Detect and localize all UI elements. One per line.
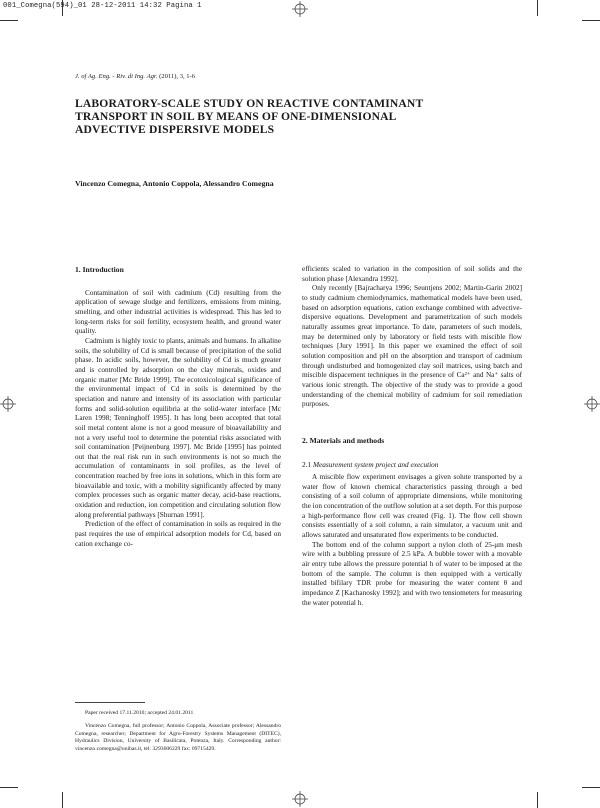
crop-mark bbox=[537, 0, 538, 16]
registration-mark-icon bbox=[584, 396, 600, 412]
crop-mark bbox=[0, 20, 18, 21]
footnote bbox=[75, 710, 281, 753]
footnote-received: Paper received 17.11.2010; accepted 24.01.2011 bbox=[85, 710, 194, 716]
registration-mark-icon bbox=[0, 396, 16, 412]
crop-mark bbox=[537, 792, 538, 808]
journal-name: J. of Ag. Eng. - Riv. di Ing. Agr. bbox=[75, 73, 158, 80]
subsection-title: Measurement system project and execution bbox=[312, 459, 439, 469]
registration-mark-icon bbox=[292, 1, 308, 17]
subsection-number: 2.1 bbox=[302, 459, 312, 469]
section-heading-introduction: 1. Introduction bbox=[75, 265, 124, 274]
paragraph: Cadmium is highly toxic to plants, animals and humans. In alkaline soils, the solubility of Cd is small because of precipitation of the solid phase. In acidic soils, however, the solubility of Cd is much greater and is controlled by adsorption on the clay minerals, oxides and organic matter [Mc Bride 1999]. The ecotoxicological significance of the environmental impact of Cd in soils is determined by the speciation and nature and intensity of its association with particular forms and solid-solution equilibria at the solid-water interface [Mc Laren 1998; Tenninghoff 1995]. It has long been accepted that total soil metal content alone is not a good measure of bioavailability and not a very useful tool to determine the potential risks associated with soil contamination [Peijnenburg 1997]. Mc Bride [1995] has pointed out that the real risk run in such environments is not so much the accumulation of contaminants in soil profiles, as the level of concentration reached by free ions in solutions, which in this form are bioavailable and toxic, with a mobility significantly affected by many complex processes such as organic matter decay, acid-base reactions, oxidation and reduction, ion competition and circulating solution flow along preferential pathways [Shurnan 1991]. bbox=[75, 336, 281, 519]
journal-reference bbox=[75, 73, 195, 80]
footnote-affiliation: Vincenzo Comegna, full professor; Antonio Coppola, Associate professor; Alessandro Comegna, researcher; Department for Agro-Forestry Systems Management (DITEC), Hydraulics Division, University of Basilicata, Potenza, Italy. Corresponding author: vincenzo.comegna@unibas.it, tel: 3293606229 fax: 09715429. bbox=[75, 723, 281, 752]
print-slug: 001_Comegna(594)_01 28-12-2011 14:32 Pagina 1 bbox=[3, 2, 202, 10]
footnote-rule bbox=[75, 702, 145, 703]
paragraph: The bottom end of the column support a nylon cloth of 25-μm mesh wire with a bubbling pressure of 2.5 kPa. A bubble tower with a movable air entry tube allows the pressure potential h of water to be imposed at the bottom of the sample. The column is then equipped with a vertically installed bifilary TDR probe for measuring the water content θ and impedance Z [Kachanosky 1992]; and with two tensiometers for measuring the water potential h. bbox=[302, 540, 522, 607]
paper-title bbox=[75, 97, 530, 137]
crop-mark bbox=[582, 787, 600, 788]
crop-mark bbox=[62, 792, 63, 808]
paragraph: Only recently [Bajracharya 1996; Seuntjens 2002; Martin-Garin 2002] to study cadmium chemiodynamics, mathematical models have been used, based on adsorption equations, cation exchange combined with advective-dispersive equations. Development and parametrization of such models naturally assumes great importance. To date, parameters of such models, may be determined only by laboratory or field tests with miscible flow techniques [Jury 1991]. In this paper we examined the effect of soil solution composition and pH on the absorption and transport of cadmium through undisturbed and homogenized clay soil matrices, using batch and miscible dispacement techniques in the presence of Ca²⁺ and Na⁺ salts of various ionic strength. The objective of the study was to provide a good understanding of the chemical mobility of cadmium for soil remediation purposes. bbox=[302, 284, 522, 409]
section-heading-methods: 2. Materials and methods bbox=[302, 435, 385, 445]
subsection-heading bbox=[302, 460, 522, 470]
title-line: ADVECTIVE DISPERSIVE MODELS bbox=[75, 123, 275, 137]
title-line: LABORATORY-SCALE STUDY ON REACTIVE CONTAMINANT bbox=[75, 97, 424, 110]
registration-mark-icon bbox=[292, 791, 308, 807]
crop-mark bbox=[62, 0, 63, 16]
left-column bbox=[75, 265, 281, 549]
title-line: TRANSPORT IN SOIL BY MEANS OF ONE-DIMENSIONAL bbox=[75, 110, 397, 124]
paragraph: Contamination of soil with cadmium (Cd) resulting from the application of sewage sludge and fertilizers, emissions from mining, smelting, and other industrial activities is widespread. This has led to long-term risks for soil fertility, ecosystem health, and ground water quality. bbox=[75, 288, 281, 336]
authors: Vincenzo Comegna, Antonio Coppola, Alessandro Comegna bbox=[75, 179, 274, 188]
crop-mark bbox=[0, 787, 18, 788]
crop-mark bbox=[582, 20, 600, 21]
paragraph-continued: efficients scaled to variation in the composition of soil solids and the solution phase [Alexandra 1992]. bbox=[302, 265, 522, 283]
right-column bbox=[302, 265, 522, 608]
journal-volume: (2011), 3, 1-6 bbox=[159, 73, 196, 80]
paragraph: A miscible flow experiment envisages a given solute transported by a water flow of known chemical characteristics passing through a bed consisting of a soil column of appropriate dimensions, while monitoring the ion concentration of the outflow solution at a set depth. For this purpose a high-performance flow cell was created (Fig. 1). The flow cell shown consists essentially of a soil column, a rain simulator, a vacuum unit and allows saturated and unsaturated flow experiments to be conducted. bbox=[302, 473, 522, 540]
paragraph: Prediction of the effect of contamination in soils as required in the past requires the use of empirical adsorption models for Cd, based on cation exchange co- bbox=[75, 520, 281, 548]
